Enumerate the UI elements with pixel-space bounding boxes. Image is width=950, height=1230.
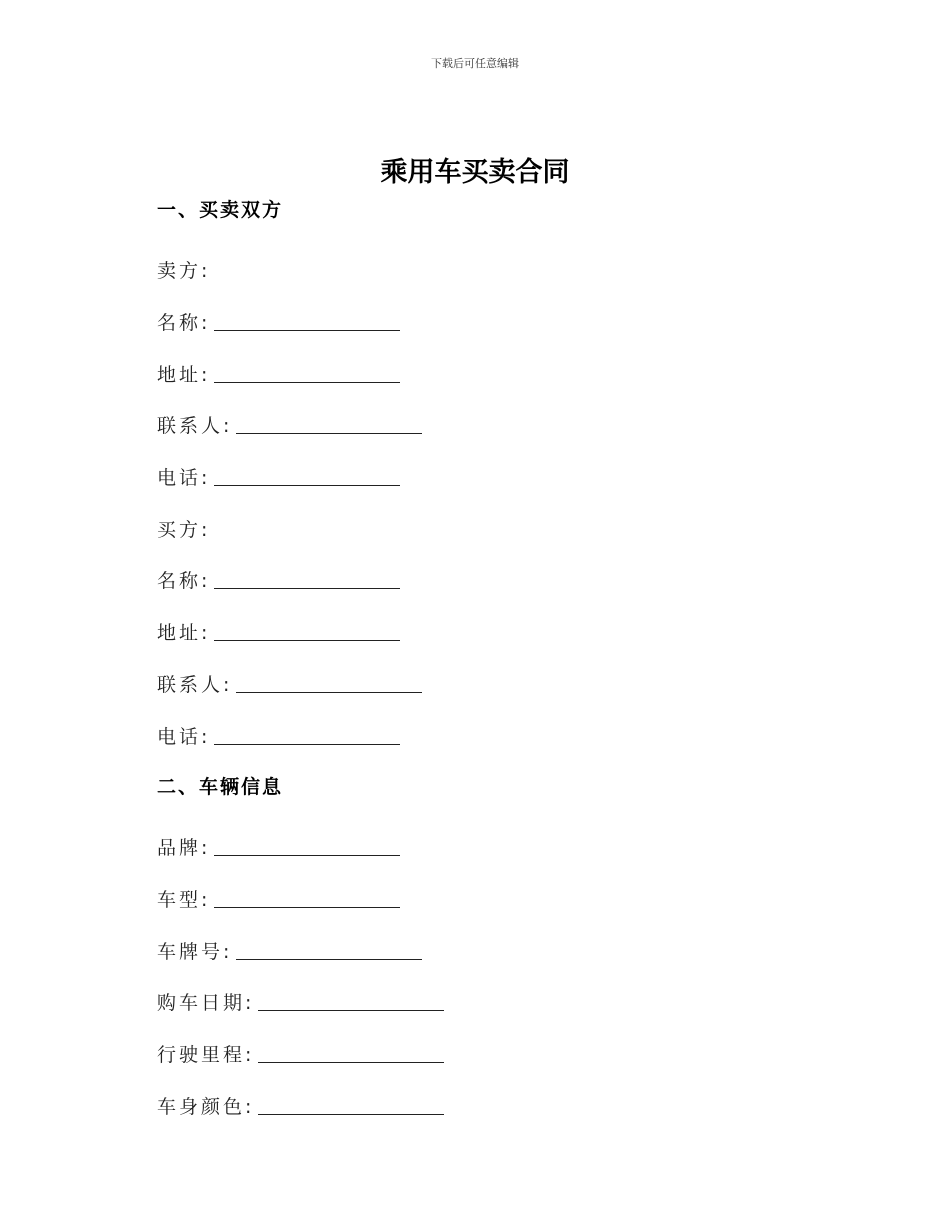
field-label: 行驶里程: bbox=[157, 1043, 255, 1066]
field-label: 地址: bbox=[157, 363, 211, 386]
field-row-buyer-contact bbox=[157, 658, 797, 710]
field-row-buyer-name bbox=[157, 554, 797, 606]
field-row-plate bbox=[157, 924, 797, 976]
field-row-color bbox=[157, 1079, 797, 1131]
model-blank[interactable] bbox=[214, 885, 400, 908]
field-label: 电话: bbox=[157, 725, 211, 748]
mileage-blank[interactable] bbox=[258, 1040, 444, 1063]
field-row-mileage bbox=[157, 1028, 797, 1080]
seller-address-blank[interactable] bbox=[214, 360, 400, 383]
field-label: 车型: bbox=[157, 888, 211, 911]
field-label: 联系人: bbox=[157, 673, 233, 696]
plate-number-blank[interactable] bbox=[236, 937, 422, 960]
field-label: 联系人: bbox=[157, 415, 233, 438]
field-label: 买方: bbox=[157, 518, 211, 541]
field-row-seller-contact bbox=[157, 399, 797, 451]
buyer-address-blank[interactable] bbox=[214, 618, 400, 641]
field-row-buyer-phone bbox=[157, 709, 797, 761]
document-body bbox=[157, 192, 797, 1131]
seller-name-blank[interactable] bbox=[214, 308, 400, 331]
field-label: 名称: bbox=[157, 570, 211, 593]
field-row-buyer bbox=[157, 502, 797, 554]
document-title: 乘用车买卖合同 bbox=[380, 157, 570, 188]
field-label: 车牌号: bbox=[157, 940, 233, 963]
field-row-brand bbox=[157, 821, 797, 873]
field-label: 电话: bbox=[157, 467, 211, 490]
buyer-contact-blank[interactable] bbox=[236, 670, 422, 693]
header-note: 下载后可任意编辑 bbox=[431, 57, 519, 70]
brand-blank[interactable] bbox=[214, 833, 400, 856]
buyer-name-blank[interactable] bbox=[214, 566, 400, 589]
field-row-buyer-address bbox=[157, 606, 797, 658]
buyer-phone-blank[interactable] bbox=[214, 722, 400, 745]
field-row-seller bbox=[157, 244, 797, 296]
field-label: 购车日期: bbox=[157, 992, 255, 1015]
field-label: 车身颜色: bbox=[157, 1095, 255, 1118]
field-row-seller-name bbox=[157, 296, 797, 348]
field-row-seller-phone bbox=[157, 451, 797, 503]
purchase-date-blank[interactable] bbox=[258, 988, 444, 1011]
section-heading-vehicle: 二、车辆信息 bbox=[157, 775, 284, 798]
field-row-seller-address bbox=[157, 347, 797, 399]
field-row-purchase-date bbox=[157, 976, 797, 1028]
field-label: 地址: bbox=[157, 622, 211, 645]
field-label: 品牌: bbox=[157, 837, 211, 860]
seller-contact-blank[interactable] bbox=[236, 411, 422, 434]
field-row-model bbox=[157, 873, 797, 925]
seller-phone-blank[interactable] bbox=[214, 463, 400, 486]
body-color-blank[interactable] bbox=[258, 1092, 444, 1115]
field-label: 卖方: bbox=[157, 260, 211, 283]
section-heading-parties: 一、买卖双方 bbox=[157, 199, 284, 221]
field-label: 名称: bbox=[157, 312, 211, 335]
